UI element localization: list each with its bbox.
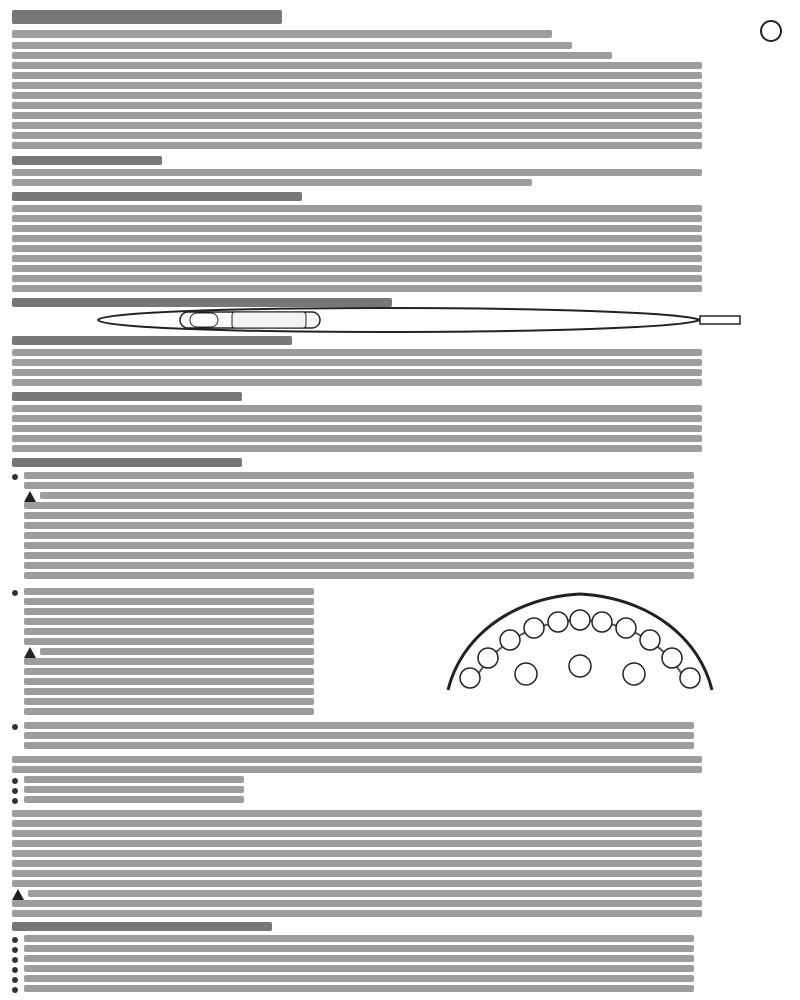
- display-window: [232, 312, 306, 328]
- text-line: [12, 82, 702, 89]
- text-line: [24, 552, 694, 559]
- text-line: [40, 648, 314, 655]
- text-line: [12, 30, 552, 38]
- text-line: [12, 112, 702, 119]
- tooth-icon: [500, 630, 520, 650]
- text-line: [24, 598, 314, 605]
- text-line: [24, 522, 694, 529]
- text-line: [12, 52, 612, 59]
- text-line: [12, 860, 702, 867]
- tooth-icon: [524, 618, 544, 638]
- text-line: [24, 562, 694, 569]
- text-line: [24, 512, 694, 519]
- text-line: [24, 658, 314, 665]
- text-line: [12, 142, 702, 149]
- text-line: [24, 965, 694, 972]
- text-line: [12, 192, 302, 201]
- text-line: [24, 708, 314, 715]
- text-line: [12, 349, 702, 356]
- text-line: [12, 169, 702, 176]
- text-line: [24, 668, 314, 675]
- text-line: [12, 425, 702, 432]
- tooth-icon: [460, 668, 480, 688]
- bullet-icon: [12, 474, 18, 480]
- bullet-icon: [12, 798, 18, 804]
- text-line: [12, 435, 702, 442]
- bullet-icon: [12, 778, 18, 784]
- text-line: [12, 840, 702, 847]
- text-line: [24, 678, 314, 685]
- text-line: [12, 205, 702, 212]
- text-line: [12, 225, 702, 232]
- text-line: [12, 870, 702, 877]
- text-line: [24, 688, 314, 695]
- tooth-icon: [592, 612, 612, 632]
- warning-icon: [24, 647, 36, 658]
- text-line: [12, 42, 572, 49]
- bullet-icon: [12, 937, 18, 943]
- text-line: [12, 445, 702, 452]
- text-line: [24, 502, 694, 509]
- bullet-icon: [12, 788, 18, 794]
- text-line: [24, 985, 694, 992]
- text-line: [12, 336, 292, 345]
- text-line: [12, 392, 242, 401]
- text-line: [24, 955, 694, 962]
- text-line: [12, 756, 702, 763]
- text-line: [12, 285, 702, 292]
- temperature-marker: [569, 655, 591, 677]
- text-line: [24, 742, 694, 749]
- text-line: [24, 786, 244, 793]
- tooth-icon: [478, 648, 498, 668]
- text-line: [12, 122, 702, 129]
- text-line: [12, 179, 532, 186]
- text-line: [12, 405, 702, 412]
- text-line: [40, 492, 694, 499]
- logo-mark: [760, 20, 782, 42]
- text-line: [24, 945, 694, 952]
- bullet-icon: [12, 957, 18, 963]
- text-line: [12, 102, 702, 109]
- text-line: [24, 608, 314, 615]
- text-line: [12, 415, 702, 422]
- text-line: [12, 62, 702, 69]
- warning-icon: [24, 491, 36, 502]
- text-line: [24, 588, 314, 595]
- text-line: [24, 638, 314, 645]
- tooth-icon: [680, 668, 700, 688]
- text-line: [12, 810, 702, 817]
- text-line: [24, 975, 694, 982]
- text-line: [12, 215, 702, 222]
- text-line: [12, 245, 702, 252]
- text-line: [12, 10, 282, 24]
- probe-tip: [700, 316, 740, 324]
- text-line: [28, 890, 702, 897]
- text-line: [24, 722, 694, 729]
- temperature-marker: [515, 663, 537, 685]
- text-line: [12, 369, 702, 376]
- text-line: [24, 935, 694, 942]
- text-line: [12, 820, 702, 827]
- text-line: [12, 156, 162, 165]
- text-line: [12, 359, 702, 366]
- bullet-icon: [12, 724, 18, 730]
- text-line: [12, 132, 702, 139]
- tooth-icon: [616, 618, 636, 638]
- text-line: [12, 766, 702, 773]
- bullet-icon: [12, 590, 18, 596]
- text-line: [24, 732, 694, 739]
- tooth-icon: [548, 612, 568, 632]
- text-line: [12, 92, 702, 99]
- temperature-marker: [623, 663, 645, 685]
- bullet-icon: [12, 967, 18, 973]
- text-line: [24, 698, 314, 705]
- text-line: [24, 628, 314, 635]
- text-line: [12, 235, 702, 242]
- bullet-icon: [12, 947, 18, 953]
- text-line: [24, 542, 694, 549]
- text-line: [24, 618, 314, 625]
- text-line: [24, 482, 694, 489]
- text-line: [24, 776, 244, 783]
- tooth-icon: [570, 610, 590, 630]
- oral-temperature-diagram: [430, 570, 730, 715]
- text-line: [12, 458, 242, 467]
- text-line: [12, 275, 702, 282]
- text-line: [24, 532, 694, 539]
- text-line: [12, 379, 702, 386]
- text-line: [12, 72, 702, 79]
- tooth-icon: [662, 648, 682, 668]
- tooth-icon: [640, 630, 660, 650]
- warning-icon: [12, 889, 24, 900]
- text-line: [12, 910, 702, 917]
- bullet-icon: [12, 987, 18, 993]
- text-line: [12, 265, 702, 272]
- text-line: [12, 830, 702, 837]
- text-line: [24, 472, 694, 479]
- text-line: [12, 900, 702, 907]
- text-line: [12, 922, 272, 931]
- text-line: [12, 850, 702, 857]
- text-line: [12, 255, 702, 262]
- text-line: [24, 796, 244, 803]
- text-line: [12, 880, 702, 887]
- bullet-icon: [12, 977, 18, 983]
- power-button: [190, 313, 218, 327]
